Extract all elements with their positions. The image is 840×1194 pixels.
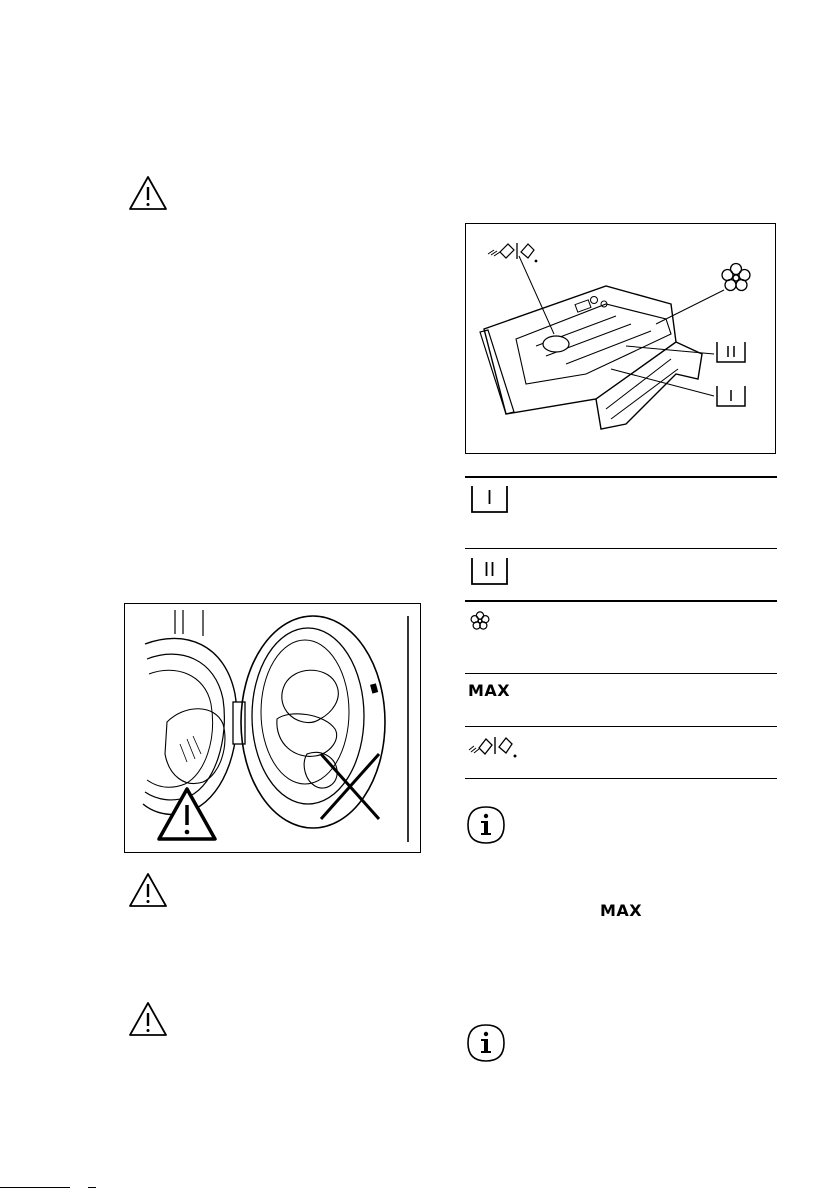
info-icon [466, 805, 506, 845]
page-bottom-mark [88, 1187, 96, 1194]
prewash-compartment-icon [469, 484, 511, 516]
detergent-dispenser-illustration [465, 223, 776, 454]
table-rule [465, 476, 777, 478]
table-rule [465, 548, 777, 549]
softener-compartment-icon [469, 610, 491, 632]
max-inline-label: MAX [600, 901, 643, 920]
dispenser-drawing [466, 224, 775, 453]
table-rule [465, 778, 777, 779]
table-rule [465, 726, 777, 727]
table-rule [465, 600, 777, 602]
warning-triangle-icon [127, 174, 169, 212]
warning-triangle-icon [127, 871, 169, 909]
warning-triangle-icon [127, 1000, 169, 1038]
table-rule [465, 673, 777, 674]
washer-door-illustration [124, 603, 421, 853]
max-level-icon: MAX [468, 681, 511, 700]
detergent-flap-icon [468, 733, 522, 759]
door-drawing [125, 604, 420, 852]
page-bottom-mark [0, 1187, 70, 1194]
main-wash-compartment-icon [469, 556, 511, 588]
info-icon [466, 1023, 506, 1063]
